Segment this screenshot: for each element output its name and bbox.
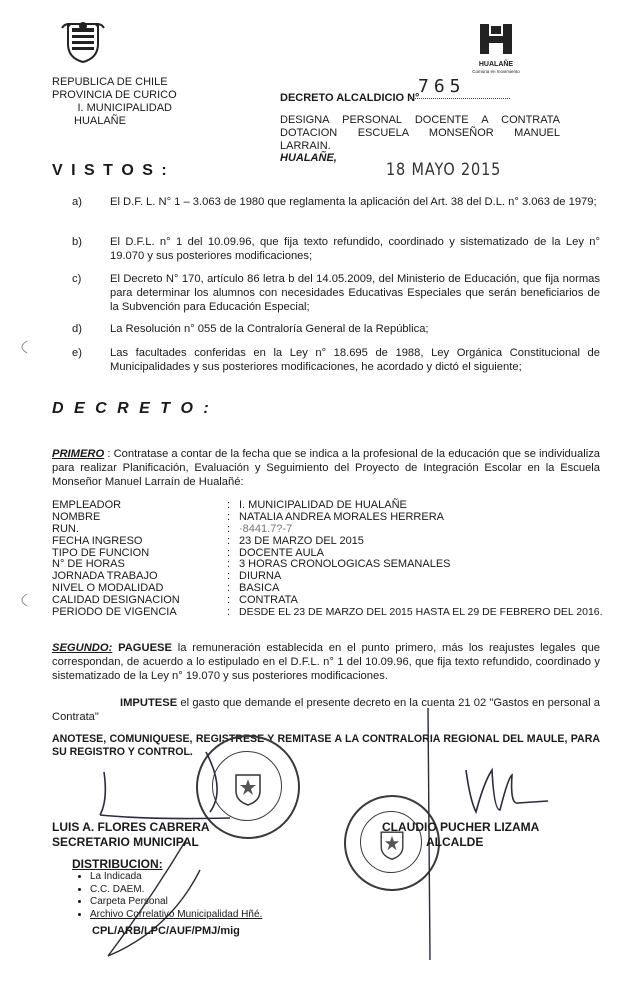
logo-text: HUALAÑE [478, 61, 514, 68]
segundo-label: SEGUNDO: [52, 642, 113, 654]
decree-subject: DESIGNA PERSONAL DOCENTE A CONTRATA DOTACION ESCUELA MONSEÑOR MANUEL LARRAIN. [280, 114, 560, 152]
table-row: RUN. : ·8441.7?-7 [52, 522, 293, 535]
imputese-text: el gasto que demande el presente decreto en la cuenta 21 02 "Gastos en personal a Contrata" [52, 697, 600, 723]
header-line-1: REPUBLICA DE CHILE [52, 76, 168, 88]
decree-number: 765 [418, 76, 466, 97]
decree-number-line [410, 98, 510, 99]
imputese-bold: IMPUTESE [120, 697, 178, 709]
left-signer-title: SECRETARIO MUNICIPAL [52, 835, 199, 849]
right-signer [382, 820, 539, 850]
place: HUALAÑE, [280, 152, 337, 164]
table-row: EMPLEADOR : I. MUNICIPALIDAD DE HUALAÑE [52, 499, 407, 511]
list-item: • Archivo Correlativo Municipalidad Hñé. [90, 909, 262, 922]
issuer-header [52, 76, 177, 128]
segundo-bold: PAGUESE [118, 642, 172, 654]
table-row: NOMBRE : NATALIA ANDREA MORALES HERRERA [52, 510, 444, 523]
table-row: JORNADA TRABAJO : DIURNA [52, 570, 282, 583]
right-signer-title: ALCALDE [426, 835, 484, 849]
date-stamp: 18 MAYO 2015 [386, 160, 502, 180]
table-row: N° DE HORAS : 3 HORAS CRONOLOGICAS SEMANALES [52, 558, 451, 571]
table-row: CALIDAD DESIGNACION : CONTRATA [52, 594, 298, 607]
municipal-crest-logo [60, 18, 106, 64]
primero-paragraph [52, 447, 600, 489]
header-line-2: PROVINCIA DE CURICO [52, 89, 177, 101]
decreto-title: D E C R E T O : [52, 400, 212, 417]
distribution-list [72, 871, 262, 921]
initials: CPL/ARB/LPC/AUF/PMJ/mig [92, 925, 240, 937]
table-row: TIPO DE FUNCION : DOCENTE AULA [52, 546, 324, 559]
segundo-text: la remuneración establecida en el punto primero, más los reajustes legales que correspondan, de acuerdo a lo estipulado en el D.F.L. n° 1 del 10.09.96, que fija texto refundido, coordinado y sistematizado de la Ley n° 19.070 y sus posteriores modificaciones. [52, 642, 601, 682]
imputese-paragraph [52, 696, 600, 724]
hole-punch-mark [16, 340, 28, 354]
left-signer-name: LUIS A. FLORES CABRERA [52, 820, 210, 834]
municipal-stamp-left [196, 735, 300, 839]
hole-punch-mark [16, 593, 28, 607]
header-line-4: HUALAÑE [74, 115, 126, 127]
list-item: • Carpeta Personal [90, 896, 262, 909]
right-signer-name: CLAUDIO PUCHER LIZAMA [382, 820, 540, 834]
hualane-logo [470, 22, 522, 74]
table-row: FECHA INGRESO : 23 DE MARZO DEL 2015 [52, 534, 364, 547]
list-item: • C.C. DAEM. [90, 884, 262, 897]
vistos-title: V I S T O S : [52, 162, 169, 179]
list-item: • La Indicada [90, 871, 262, 884]
header-line-3: I. MUNICIPALIDAD [77, 102, 172, 114]
segundo-paragraph [52, 641, 600, 683]
employee-table [52, 500, 603, 619]
distribution-title: DISTRIBUCION: [72, 857, 163, 871]
table-row: PERIODO DE VIGENCIA : DESDE EL 23 DE MARZO DEL 2015 HASTA EL 29 DE FEBRERO DEL 2016. [52, 606, 603, 619]
primero-text: : Contratase a contar de la fecha que se indica a la profesional de la educación que se individualiza para realizar Planificación, Evaluación y Seguimiento del Proyecto de Integración Escolar en la Escuela Monseñor Manuel Larraín de Hualañé: [52, 448, 601, 488]
anotese-paragraph: ANOTESE, COMUNIQUESE, REGISTRESE Y REMITASE A LA CONTRALORIA REGIONAL DEL MAULE, PARA SU REGISTRO Y CONTROL. [52, 733, 600, 758]
left-signer [52, 820, 210, 850]
primero-label: PRIMERO [52, 448, 105, 460]
table-row: NIVEL O MODALIDAD : BASICA [52, 582, 280, 595]
decree-label: DECRETO ALCALDICIO N° [280, 92, 420, 104]
logo-subtext: Comuna en movimiento [472, 69, 520, 74]
coat-of-arms-icon [228, 767, 268, 807]
